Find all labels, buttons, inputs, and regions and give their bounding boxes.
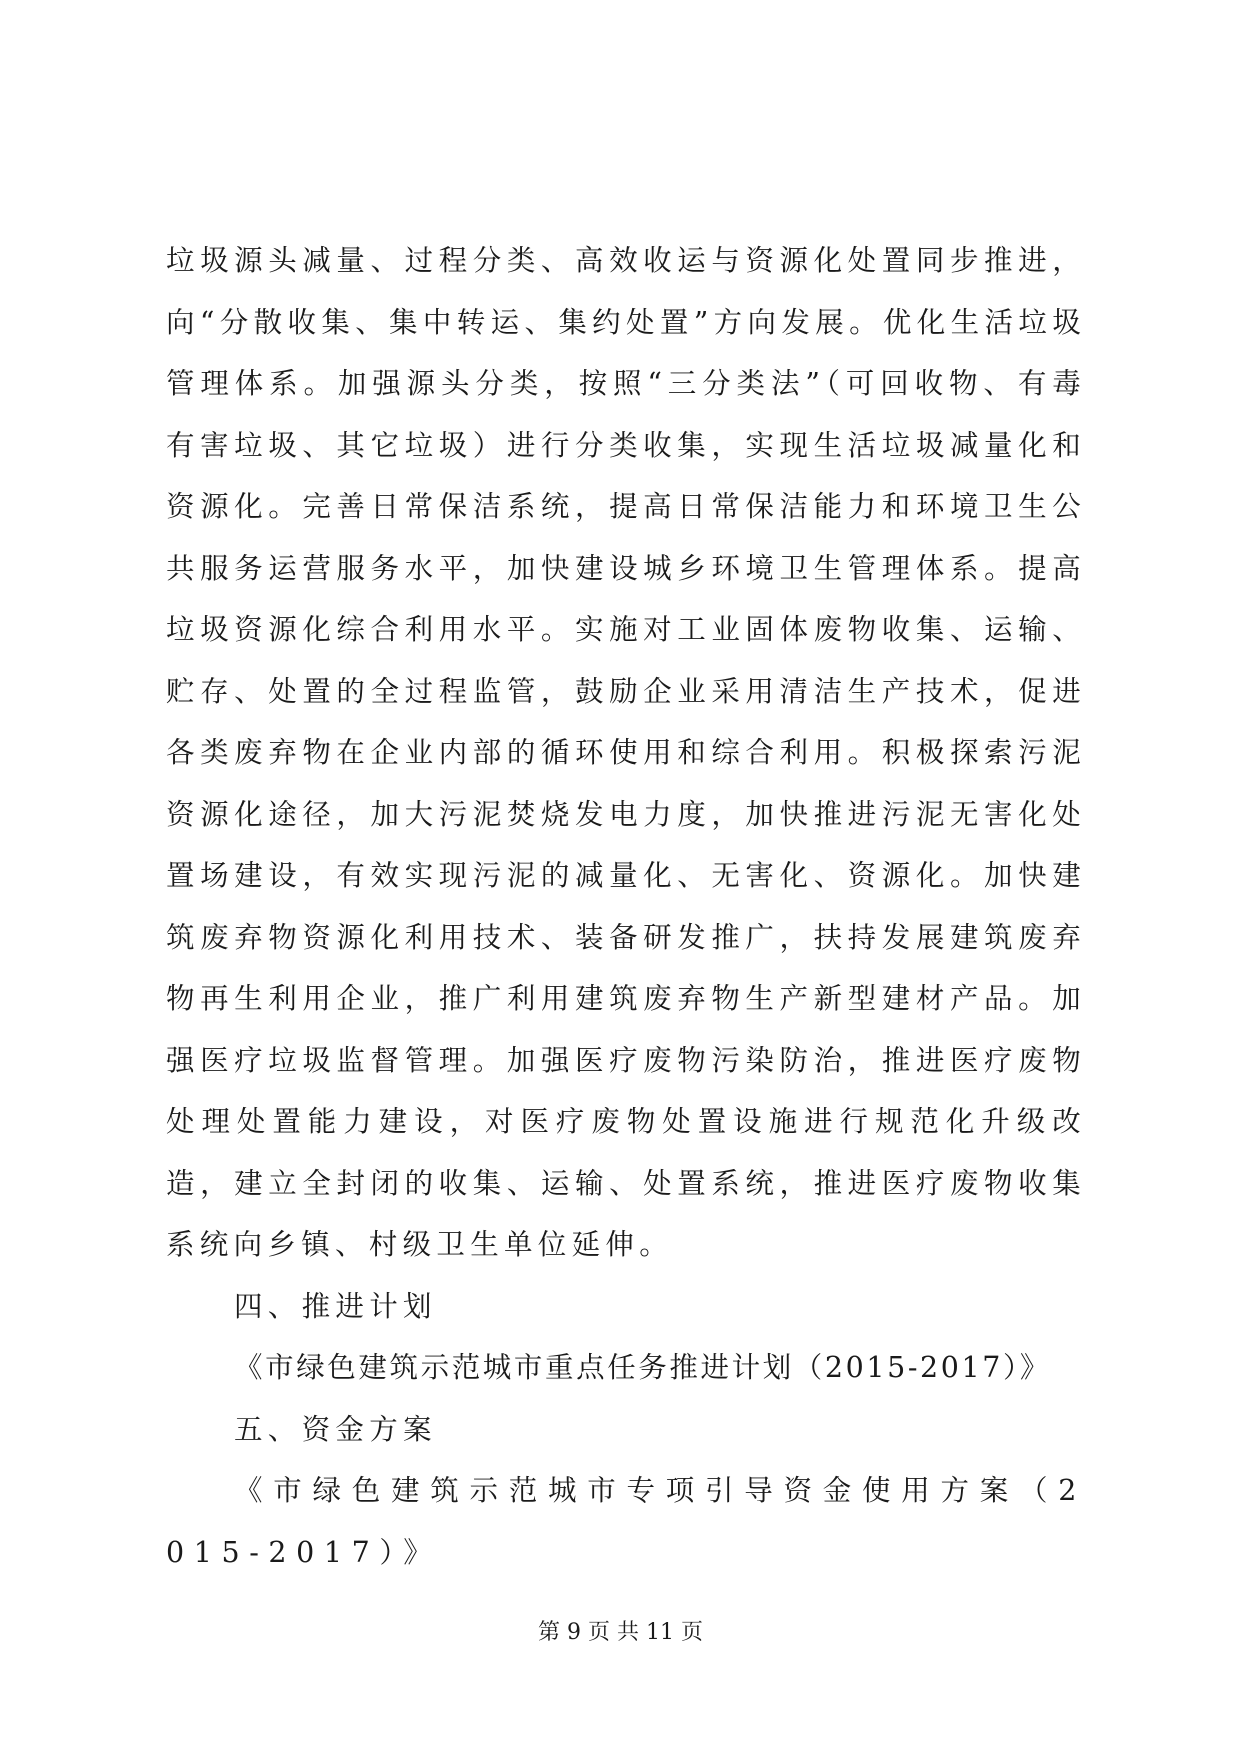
section-5-heading: 五、资金方案 bbox=[234, 1412, 437, 1446]
page-footer: 第 9 页 共 11 页 bbox=[538, 1620, 703, 1645]
section-5-item: 《市绿色建筑示范城市专项引导资金使用方案（2015-2017）》 bbox=[166, 1474, 1086, 1569]
section-4-heading: 四、推进计划 bbox=[234, 1289, 437, 1323]
document-page bbox=[166, 230, 1086, 1583]
continuation-paragraph: 垃圾源头减量、过程分类、高效收运与资源化处置同步推进，向“分散收集、集中转运、集约处置”方向发展。优化生活垃圾管理体系。加强源头分类，按照“三分类法”（可回收物、有毒有害垃圾、其它垃圾）进行分类收集，实现生活垃圾减量化和资源化。完善日常保洁系统，提高日常保洁能力和环境卫生公共服务运营服务水平，加快建设城乡环境卫生管理体系。提高垃圾资源化综合利用水平。实施对工业固体废物收集、运输、贮存、处置的全过程监管，鼓励企业采用清洁生产技术，促进各类废弃物在企业内部的循环使用和综合利用。积极探索污泥资源化途径，加大污泥焚烧发电力度，加快推进污泥无害化处置场建设，有效实现污泥的减量化、无害化、资源化。加快建筑废弃物资源化利用技术、装备研发推广，扶持发展建筑废弃物再生利用企业，推广利用建筑废弃物生产新型建材产品。加强医疗垃圾监督管理。加强医疗废物污染防治，推进医疗废物处理处置能力建设，对医疗废物处置设施进行规范化升级改造，建立全封闭的收集、运输、处置系统，推进医疗废物收集系统向乡镇、村级卫生单位延伸。 bbox=[166, 244, 1086, 1261]
section-4-item: 《市绿色建筑示范城市重点任务推进计划（2015-2017）》 bbox=[234, 1351, 1051, 1384]
